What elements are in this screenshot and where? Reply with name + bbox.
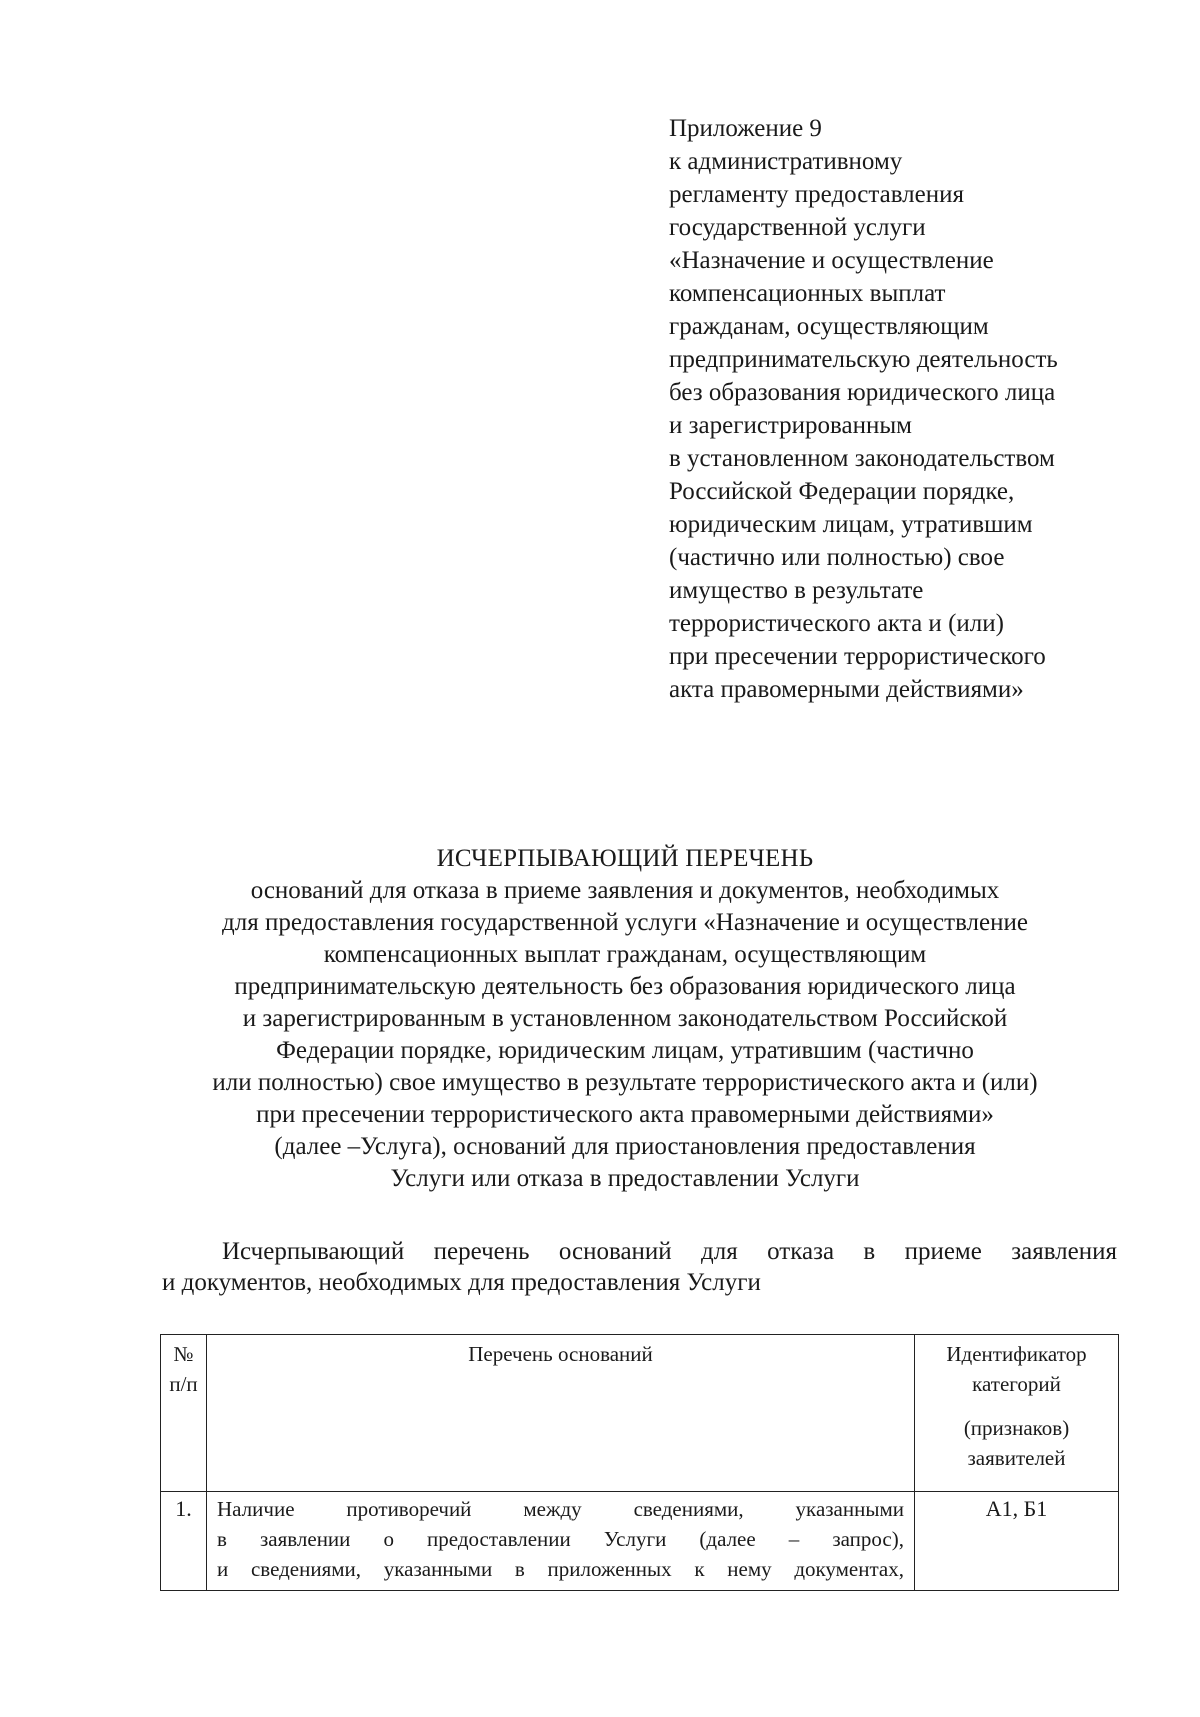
appendix-line: террористического акта и (или) [669, 610, 1004, 637]
header-applicant-id [915, 1335, 1119, 1492]
heading-line: предпринимательскую деятельность без образования юридического лица [234, 973, 1016, 1000]
appendix-line: имущество в результате [669, 577, 924, 604]
appendix-line: государственной услуги [669, 214, 926, 241]
row-text-line: и сведениями, указанными в приложенных к нему документах, [217, 1557, 904, 1581]
document-heading [160, 843, 1090, 1195]
header-number-sign: № [173, 1342, 194, 1366]
appendix-line: компенсационных выплат [669, 280, 946, 307]
row-number: 1. [161, 1492, 207, 1591]
document-title: ИСЧЕРПЫВАЮЩИЙ ПЕРЕЧЕНЬ [436, 845, 814, 872]
appendix-caption [669, 112, 1169, 706]
header-number [161, 1335, 207, 1492]
appendix-line: Приложение 9 [669, 115, 822, 142]
heading-line: Услуги или отказа в предоставлении Услуги [390, 1165, 860, 1192]
grounds-table [160, 1334, 1119, 1591]
appendix-line: и зарегистрированным [669, 412, 912, 439]
appendix-line: предпринимательскую деятельность [669, 346, 1058, 373]
row-text-line: в заявлении о предоставлении Услуги (далее – запрос), [217, 1527, 904, 1551]
heading-line: (далее –Услуга), оснований для приостановления предоставления [274, 1133, 976, 1160]
row-applicant-id: А1, Б1 [915, 1492, 1119, 1591]
heading-line: оснований для отказа в приеме заявления и документов, необходимых [250, 877, 1000, 904]
heading-line: Федерации порядке, юридическим лицам, утратившим (частично [276, 1037, 974, 1064]
row-text-line: Наличие противоречий между сведениями, указанными [217, 1497, 904, 1521]
header-id-line: (признаков) [963, 1416, 1070, 1440]
header-id-line: категорий [972, 1372, 1061, 1396]
heading-line: или полностью) свое имущество в результате террористического акта и (или) [212, 1069, 1038, 1096]
intro-line: и документов, необходимых для предоставления Услуги [162, 1269, 761, 1296]
header-grounds-list: Перечень оснований [207, 1335, 915, 1492]
heading-line: при пресечении террористического акта правомерными действиями» [256, 1101, 994, 1128]
appendix-line: в установленном законодательством [669, 445, 1055, 472]
heading-line: для предоставления государственной услуги «Назначение и осуществление [222, 909, 1028, 936]
table-row [161, 1492, 1119, 1591]
appendix-line: «Назначение и осуществление [669, 247, 994, 274]
heading-line: и зарегистрированным в установленном законодательством Российской [242, 1005, 1008, 1032]
header-id-line: Идентификатор [946, 1342, 1087, 1366]
appendix-line: акта правомерными действиями» [669, 676, 1024, 703]
intro-line: Исчерпывающий перечень оснований для отказа в приеме заявления [222, 1238, 1117, 1265]
appendix-line: при пресечении террористического [669, 643, 1046, 670]
appendix-line: (частично или полностью) свое [669, 544, 1005, 571]
header-id-line: заявителей [967, 1446, 1066, 1470]
table-header-row [161, 1335, 1119, 1492]
appendix-line: юридическим лицам, утратившим [669, 511, 1033, 538]
heading-line: компенсационных выплат гражданам, осуществляющим [323, 941, 927, 968]
appendix-line: без образования юридического лица [669, 379, 1056, 406]
appendix-line: гражданам, осуществляющим [669, 313, 989, 340]
header-number-abbr: п/п [169, 1372, 198, 1396]
appendix-line: к административному [669, 148, 903, 175]
row-ground-text [207, 1492, 915, 1591]
appendix-line: регламенту предоставления [669, 181, 965, 208]
intro-paragraph [162, 1236, 1117, 1298]
appendix-line: Российской Федерации порядке, [669, 478, 1015, 505]
